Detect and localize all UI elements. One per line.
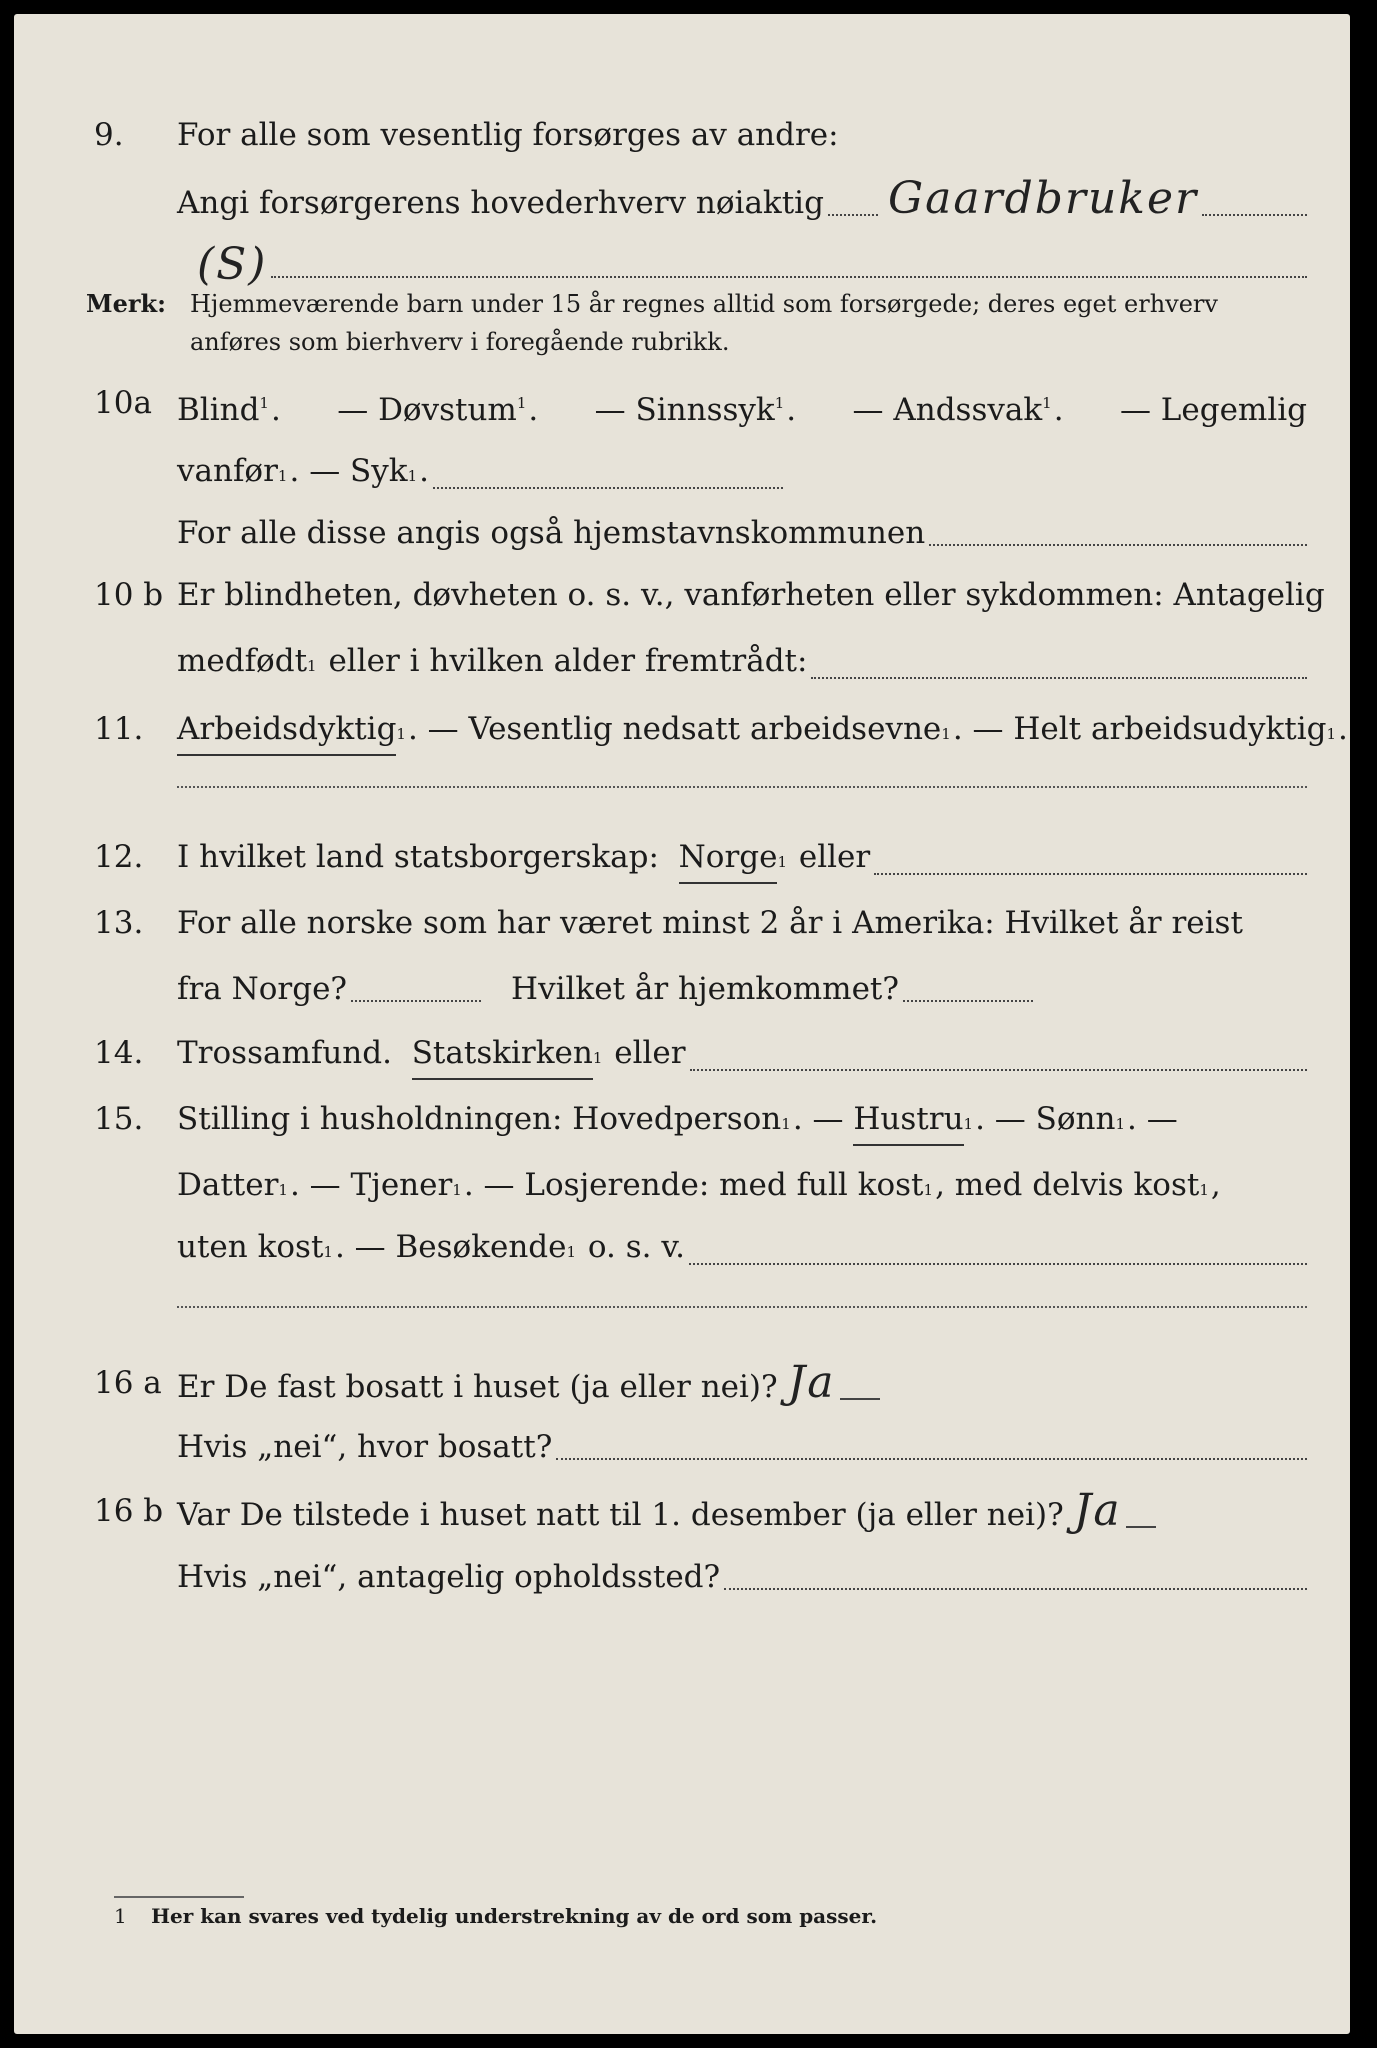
q13-fra-norge: fra Norge?	[177, 971, 348, 1007]
q16b-text: Var De tilstede i huset natt til 1. desember (ja eller nei)?	[177, 1497, 1064, 1533]
q16a-hvor-bosatt: Hvis „nei“, hvor bosatt?	[177, 1429, 553, 1465]
q13-text1: For alle norske som har været minst 2 år i Amerika: Hvilket år reist	[177, 905, 1243, 941]
q10a-line2: vanfør 1 . — Syk 1 .	[14, 446, 1350, 496]
q15-losjerende: . — Losjerende: med full kost	[463, 1167, 924, 1203]
q10a-vanfor: vanfør	[177, 453, 278, 489]
q10b-medfodt: medfødt	[177, 643, 308, 679]
q15-datter: Datter	[177, 1167, 279, 1203]
q15-hovedperson: Stilling i husholdningen: Hovedperson	[177, 1101, 782, 1137]
q11-line1: 11. Arbeidsdyktig 1 . — Vesentlig nedsatt arbeidsevne 1 . — Helt arbeidsudyktig 1 .	[14, 704, 1350, 754]
q14-statskirken-underlined: Statskirken	[412, 1028, 593, 1080]
q13-line1	[14, 898, 1350, 948]
q10a-andssvak: — Andssvak	[852, 392, 1043, 428]
q15-number: 15.	[94, 1101, 144, 1137]
q11-answer-line	[177, 786, 1307, 788]
q16b-line2	[14, 1552, 1350, 1602]
q14-number: 14.	[94, 1035, 144, 1071]
q14-eller: eller	[614, 1035, 686, 1071]
q11-number: 11.	[94, 711, 144, 747]
census-form-page	[14, 14, 1350, 2034]
q10b-line1	[14, 570, 1350, 620]
q10a-line3	[14, 508, 1350, 558]
q9-text2: Angi forsørgerens hovederhverv nøiaktig	[177, 185, 824, 221]
q10a-sinnssyk: — Sinnssyk	[594, 392, 775, 428]
q12-line1: 12. I hvilket land statsborgerskap: Norge 1 eller	[14, 832, 1350, 882]
q10a-syk: — Syk	[309, 453, 408, 489]
q15-line3: uten kost 1 . — Besøkende 1 o. s. v.	[14, 1222, 1350, 1272]
q16a-handwritten-answer: Ja	[787, 1357, 836, 1408]
q14-text: Trossamfund.	[177, 1035, 392, 1071]
q13-hjemkommet: Hvilket år hjemkommet?	[511, 971, 900, 1007]
q11-udyktig: . — Helt arbeidsudyktig	[952, 711, 1327, 747]
merk-line2	[14, 322, 1350, 362]
q16b-number: 16 b	[94, 1493, 164, 1529]
merk-text1: Hjemmeværende barn under 15 år regnes alltid som forsørgede; deres eget erhverv	[190, 290, 1218, 318]
q10b-text2: eller i hvilken alder fremtrådt:	[328, 643, 808, 679]
q15-uten-kost: uten kost	[177, 1229, 324, 1265]
q12-eller: eller	[798, 839, 871, 875]
q9-number: 9.	[94, 117, 124, 153]
footnote-mark: 1	[114, 1904, 127, 1928]
q16a-line1	[14, 1358, 1350, 1408]
q10b-line2: medfødt 1 eller i hvilken alder fremtrådt:	[14, 636, 1350, 686]
q10a-blind: Blind	[177, 392, 260, 428]
q16a-text: Er De fast bosatt i huset (ja eller nei)?	[177, 1369, 778, 1405]
q15-line2: Datter 1 . — Tjener 1 . — Losjerende: med full kost 1 , med delvis kost 1 ,	[14, 1160, 1350, 1210]
q12-number: 12.	[94, 839, 144, 875]
q9-line3	[14, 240, 1350, 290]
q15-tjener: . — Tjener	[289, 1167, 453, 1203]
q10a-line1: 10a Blind$^1$. — Døvstum$^1$. — Sinnssyk$^1$. — Andssvak$^1$. — Legemlig	[14, 378, 1350, 428]
q10a-dovstum: — Døvstum	[337, 392, 517, 428]
q15-osv: o. s. v.	[587, 1229, 686, 1265]
q9-handwritten-answer: Gaardbruker	[887, 173, 1199, 224]
footnote-text: Her kan svares ved tydelig understrekning av de ord som passer.	[151, 1904, 878, 1928]
q9-handwritten-answer2: (S)	[197, 239, 268, 290]
q15-besokende: . — Besøkende	[334, 1229, 567, 1265]
q15-delvis-kost: , med delvis kost	[935, 1167, 1200, 1203]
q11-arbeidsdyktig-underlined: Arbeidsdyktig	[177, 704, 396, 756]
q16a-number: 16 a	[94, 1365, 162, 1401]
q9-line1	[14, 110, 1350, 160]
q12-text: I hvilket land statsborgerskap:	[177, 839, 659, 875]
q10b-text1: Er blindheten, døvheten o. s. v., vanførheten eller sykdommen: Antagelig	[177, 577, 1325, 613]
merk-text2: anføres som bierhverv i foregående rubrikk.	[190, 328, 730, 356]
q16b-line1	[14, 1486, 1350, 1536]
q15-hustru-underlined: Hustru	[853, 1094, 963, 1146]
q10a-number: 10a	[94, 385, 152, 421]
q13-number: 13.	[94, 905, 144, 941]
q13-line2	[14, 964, 1350, 1014]
q16b-handwritten-answer: Ja	[1073, 1485, 1122, 1536]
q12-norge-underlined: Norge	[679, 832, 778, 884]
q16b-opholdssted: Hvis „nei“, antagelig opholdssted?	[177, 1559, 721, 1595]
footnote-rule	[114, 1896, 244, 1898]
q10a-legemlig: — Legemlig	[1119, 392, 1307, 428]
q9-text1: For alle som vesentlig forsørges av andre:	[177, 117, 839, 153]
q9-line2	[14, 174, 1350, 224]
q15-sonn: . — Sønn	[975, 1101, 1116, 1137]
q15-answer-line	[177, 1306, 1307, 1308]
merk-line1	[14, 284, 1350, 324]
q15-line1: 15. Stilling i husholdningen: Hovedperson 1 . — Hustru 1 . — Sønn 1 . —	[14, 1094, 1350, 1144]
q16a-line2	[14, 1422, 1350, 1472]
q10b-number: 10 b	[94, 577, 164, 613]
q14-line1: 14. Trossamfund. Statskirken 1 eller	[14, 1028, 1350, 1078]
merk-label: Merk:	[86, 289, 166, 318]
footnote	[114, 1904, 877, 1928]
q10a-hjemstavn: For alle disse angis også hjemstavnskommunen	[177, 515, 926, 551]
q11-nedsatt: . — Vesentlig nedsatt arbeidsevne	[407, 711, 942, 747]
